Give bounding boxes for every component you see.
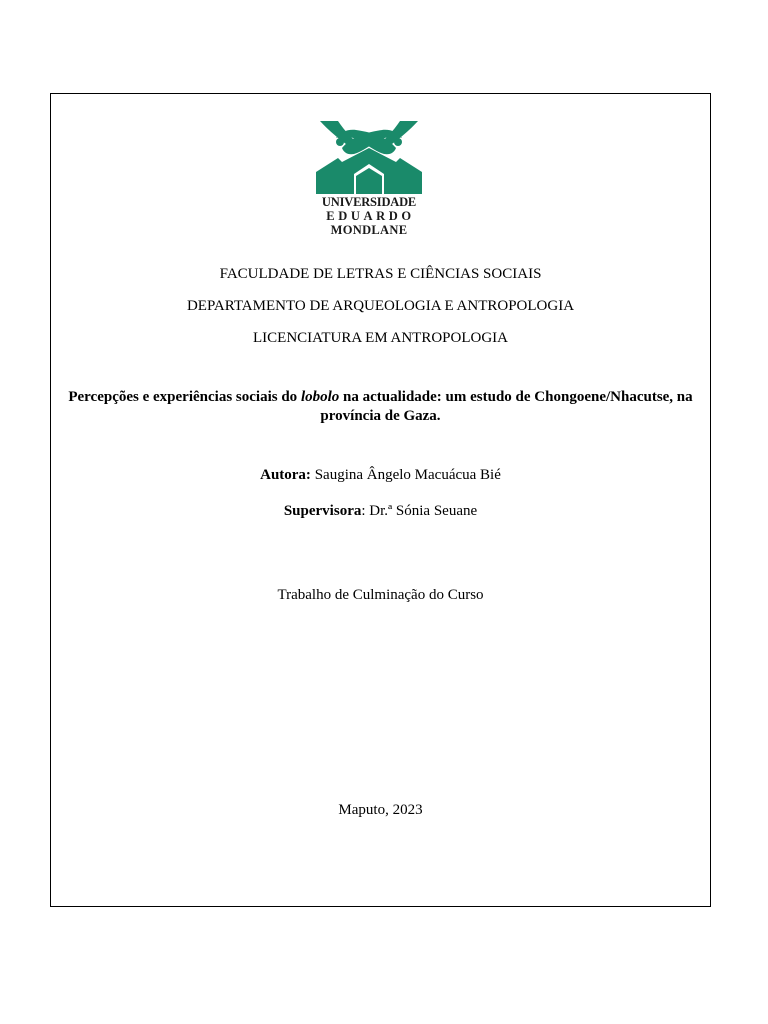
thesis-title-part2: na actualidade: um estudo de Chongoene/Nhacutse, na província de Gaza. — [320, 389, 693, 424]
thesis-title — [62, 388, 699, 426]
supervisor-name: : Dr.ª Sónia Seuane — [361, 503, 478, 519]
university-logo — [312, 118, 426, 242]
department-name: DEPARTAMENTO DE ARQUEOLOGIA E ANTROPOLOGIA — [186, 298, 575, 314]
thesis-title-part1: Percepções e experiências sociais do — [68, 389, 301, 405]
author-label: Autora: — [260, 467, 311, 483]
place-date: Maputo, 2023 — [338, 802, 423, 818]
supervisor-line — [50, 502, 711, 520]
author-name: Saugina Ângelo Macuácua Bié — [310, 467, 501, 483]
supervisor-label: Supervisora — [283, 503, 362, 519]
degree-name: LICENCIATURA EM ANTROPOLOGIA — [253, 330, 508, 346]
thesis-title-italic: lobolo — [300, 389, 340, 405]
university-emblem-icon — [312, 118, 426, 196]
logo-text-line2: EDUARDO — [326, 209, 415, 223]
logo-text-line1: UNIVERSIDADE — [321, 195, 417, 209]
work-type: Trabalho de Culminação do Curso — [277, 587, 484, 603]
logo-text-line3: MONDLANE — [330, 223, 408, 237]
author-line — [50, 466, 711, 484]
faculty-name: FACULDADE DE LETRAS E CIÊNCIAS SOCIAIS — [219, 266, 542, 282]
